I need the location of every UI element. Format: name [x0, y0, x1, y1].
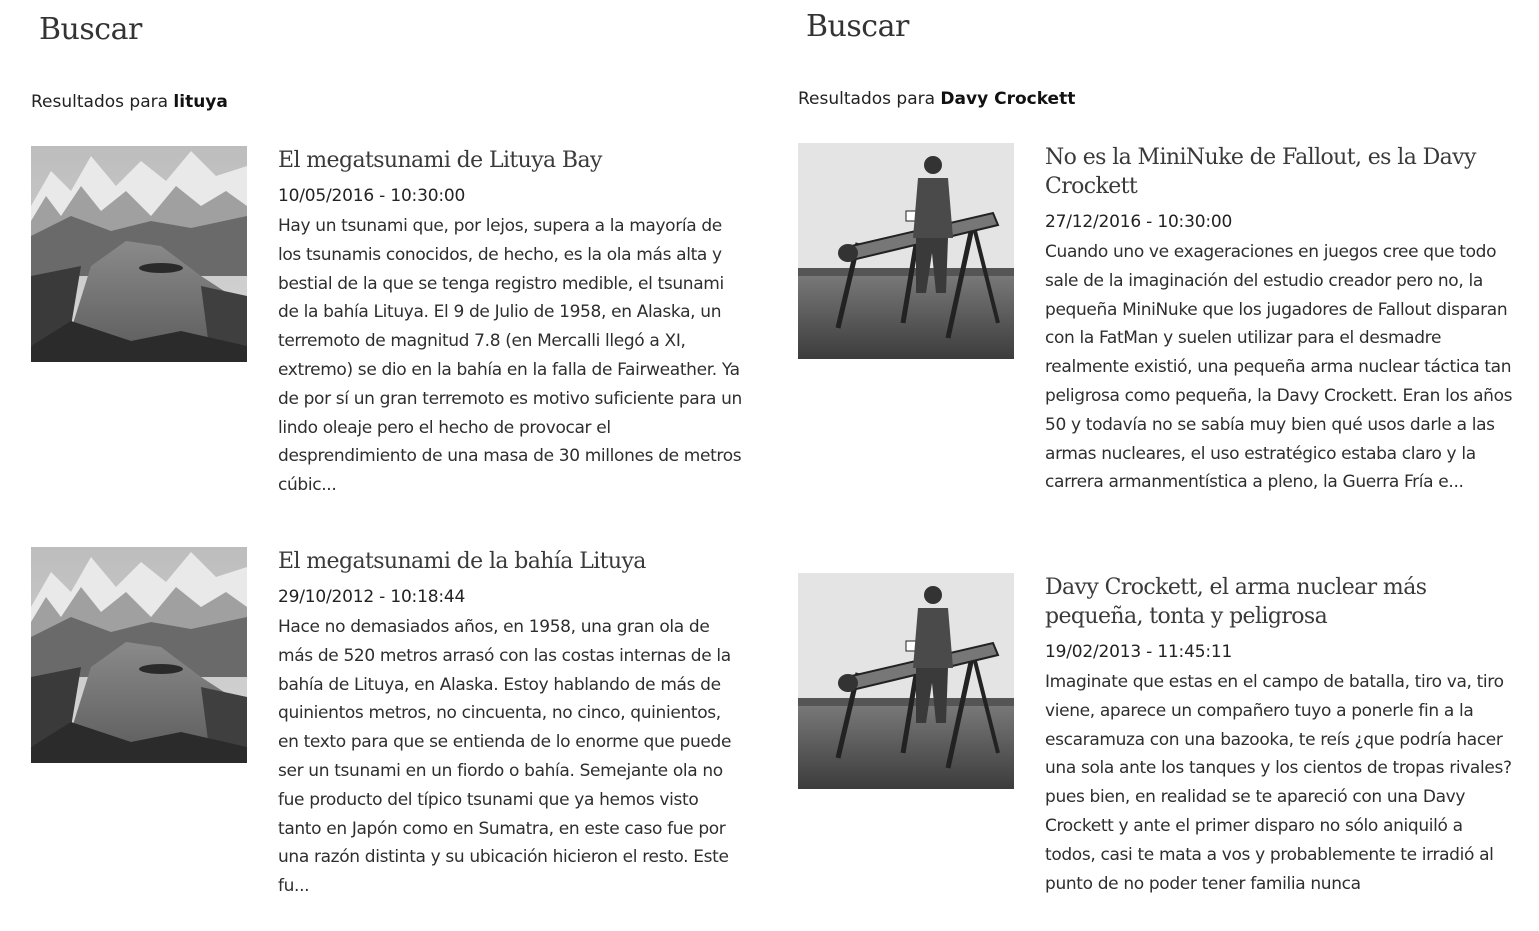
search-query: Davy Crockett [940, 89, 1076, 109]
bay-photo-icon[interactable] [31, 146, 247, 362]
results-heading [798, 89, 1075, 109]
result-excerpt: Imaginate que estas en el campo de batalla, tiro va, tiro viene, aparece un compañero tuyo a ponerle fin a la escaramuza con una bazooka, te reís ¿que podría hacer una sola ante los tanques y los cientos de tropas rivales? pues bien, en realidad se te apareció con una Davy Crockett y ante el primer disparo no sólo aniquiló a todos, casi te mata a vos y probablemente te irradió al punto de no poder tener familia nunca [1045, 672, 1512, 893]
results-heading [31, 92, 228, 112]
result-title-link[interactable]: Davy Crockett, el arma nuclear más pequeña, tonta y peligrosa [1045, 575, 1427, 629]
result-excerpt: Cuando uno ve exageraciones en juegos cree que todo sale de la imaginación del estudio creador pero no, la pequeña MiniNuke que los jugadores de Fallout disparan con la FatMan y suelen utilizar para el desmadre realmente existió, una pequeña arma nuclear táctica tan peligrosa como pequeña, la Davy Crockett. Eran los años 50 y todavía no se sabía muy bien qué usos darle a las armas nucleares, el uso estratégico estaba claro y la carrera armanmentística a pleno, la Guerra Fría e... [1045, 242, 1513, 493]
search-panel-right [798, 0, 1518, 893]
result-date: 29/10/2012 - 10:18:44 [278, 587, 466, 607]
page-title: Buscar [806, 9, 909, 44]
result-title-link[interactable]: El megatsunami de Lituya Bay [278, 148, 602, 173]
result-title-link[interactable]: El megatsunami de la bahía Lituya [278, 549, 646, 574]
soldier-weapon-photo-icon[interactable] [798, 573, 1014, 789]
result-date: 19/02/2013 - 11:45:11 [1045, 642, 1233, 662]
bay-photo-icon[interactable] [31, 547, 247, 763]
results-prefix: Resultados para [31, 92, 169, 112]
page-title: Buscar [39, 12, 142, 47]
search-query: lituya [173, 92, 228, 112]
soldier-weapon-photo-icon[interactable] [798, 143, 1014, 359]
results-prefix: Resultados para [798, 89, 936, 109]
result-excerpt: Hace no demasiados años, en 1958, una gran ola de más de 520 metros arrasó con las costas internas de la bahía de Lituya, en Alaska. Estoy hablando de más de quinientos metros, no cincuenta, no cinco, quinientos, en texto para que se entienda de lo enorme que puede ser un tsunami en un fiordo o bahía. Semejante ola no fue producto del típico tsunami que ya hemos visto tanto en Japón como en Sumatra, en este caso fue por una razón distinta y su ubicación hicieron el resto. Este fu... [278, 617, 732, 897]
result-title-link[interactable]: No es la MiniNuke de Fallout, es la Davy Crockett [1045, 145, 1476, 199]
result-excerpt: Hay un tsunami que, por lejos, supera a la mayoría de los tsunamis conocidos, de hecho, es la ola más alta y bestial de la que se tenga registro medible, el tsunami de la bahía Lituya. El 9 de Julio de 1958, en Alaska, un terremoto de magnitud 7.8 (en Mercalli llegó a XI, extremo) se dio en la bahía en la falla de Fairweather. Ya de por sí un gran terremoto es motivo suficiente para un lindo oleaje pero el hecho de provocar el desprendimiento de una masa de 30 millones de metros cúbic... [278, 216, 742, 496]
result-date: 27/12/2016 - 10:30:00 [1045, 212, 1233, 232]
result-date: 10/05/2016 - 10:30:00 [278, 186, 466, 206]
